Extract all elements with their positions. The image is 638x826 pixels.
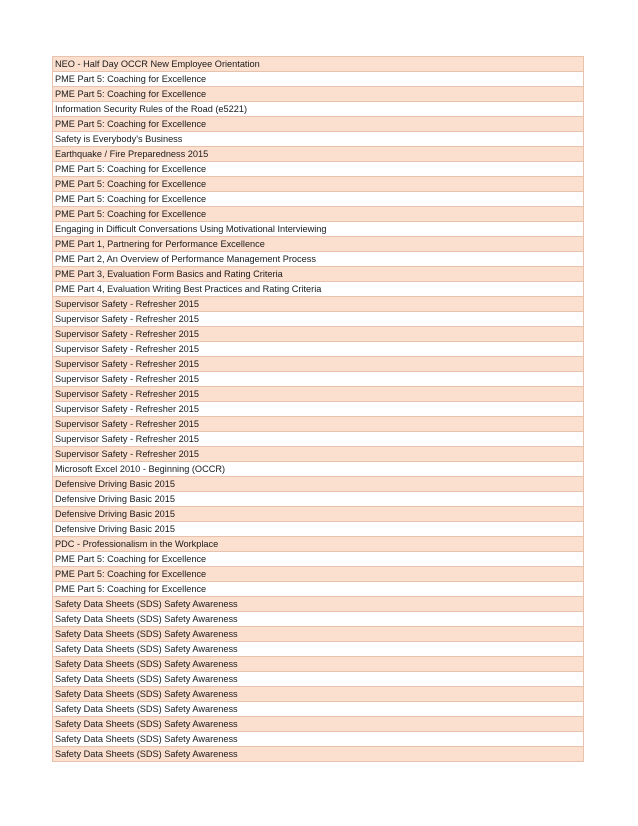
table-row: Supervisor Safety - Refresher 2015	[53, 372, 583, 387]
table-row: PME Part 5: Coaching for Excellence	[53, 117, 583, 132]
table-row: PME Part 5: Coaching for Excellence	[53, 582, 583, 597]
table-row: Safety Data Sheets (SDS) Safety Awareness	[53, 702, 583, 717]
table-row: Supervisor Safety - Refresher 2015	[53, 342, 583, 357]
table-row: PME Part 2, An Overview of Performance Management Process	[53, 252, 583, 267]
table-row: Defensive Driving Basic 2015	[53, 507, 583, 522]
table-row: Safety Data Sheets (SDS) Safety Awareness	[53, 747, 583, 762]
table-row: PME Part 4, Evaluation Writing Best Practices and Rating Criteria	[53, 282, 583, 297]
table-row: Safety Data Sheets (SDS) Safety Awareness	[53, 627, 583, 642]
table-row: Engaging in Difficult Conversations Using Motivational Interviewing	[53, 222, 583, 237]
table-row: Supervisor Safety - Refresher 2015	[53, 327, 583, 342]
table-row: Safety Data Sheets (SDS) Safety Awareness	[53, 687, 583, 702]
table-row: NEO - Half Day OCCR New Employee Orientation	[53, 57, 583, 72]
table-row: Supervisor Safety - Refresher 2015	[53, 432, 583, 447]
table-row: PME Part 5: Coaching for Excellence	[53, 162, 583, 177]
table-row: Microsoft Excel 2010 - Beginning (OCCR)	[53, 462, 583, 477]
table-row: PME Part 5: Coaching for Excellence	[53, 87, 583, 102]
table-row: Safety Data Sheets (SDS) Safety Awareness	[53, 642, 583, 657]
table-row: PME Part 1, Partnering for Performance Excellence	[53, 237, 583, 252]
table-row: PME Part 5: Coaching for Excellence	[53, 552, 583, 567]
table-row: Safety is Everybody's Business	[53, 132, 583, 147]
table-row: Supervisor Safety - Refresher 2015	[53, 297, 583, 312]
table-row: Supervisor Safety - Refresher 2015	[53, 402, 583, 417]
table-row: Defensive Driving Basic 2015	[53, 522, 583, 537]
table-row: Supervisor Safety - Refresher 2015	[53, 447, 583, 462]
table-row: Defensive Driving Basic 2015	[53, 492, 583, 507]
table-row: Safety Data Sheets (SDS) Safety Awareness	[53, 717, 583, 732]
table-row: Information Security Rules of the Road (e5221)	[53, 102, 583, 117]
table-row: PDC - Professionalism in the Workplace	[53, 537, 583, 552]
table-row: Supervisor Safety - Refresher 2015	[53, 417, 583, 432]
table-row: Safety Data Sheets (SDS) Safety Awareness	[53, 672, 583, 687]
table-row: PME Part 5: Coaching for Excellence	[53, 567, 583, 582]
table-row: PME Part 3, Evaluation Form Basics and Rating Criteria	[53, 267, 583, 282]
table-row: Earthquake / Fire Preparedness 2015	[53, 147, 583, 162]
table-row: PME Part 5: Coaching for Excellence	[53, 207, 583, 222]
table-row: PME Part 5: Coaching for Excellence	[53, 72, 583, 87]
table-row: PME Part 5: Coaching for Excellence	[53, 177, 583, 192]
table-row: Supervisor Safety - Refresher 2015	[53, 357, 583, 372]
table-row: Safety Data Sheets (SDS) Safety Awareness	[53, 612, 583, 627]
table-row: Safety Data Sheets (SDS) Safety Awareness	[53, 597, 583, 612]
table-row: PME Part 5: Coaching for Excellence	[53, 192, 583, 207]
table-row: Supervisor Safety - Refresher 2015	[53, 312, 583, 327]
course-table	[52, 56, 584, 762]
table-row: Safety Data Sheets (SDS) Safety Awareness	[53, 732, 583, 747]
table-row: Defensive Driving Basic 2015	[53, 477, 583, 492]
table-row: Safety Data Sheets (SDS) Safety Awareness	[53, 657, 583, 672]
table-row: Supervisor Safety - Refresher 2015	[53, 387, 583, 402]
